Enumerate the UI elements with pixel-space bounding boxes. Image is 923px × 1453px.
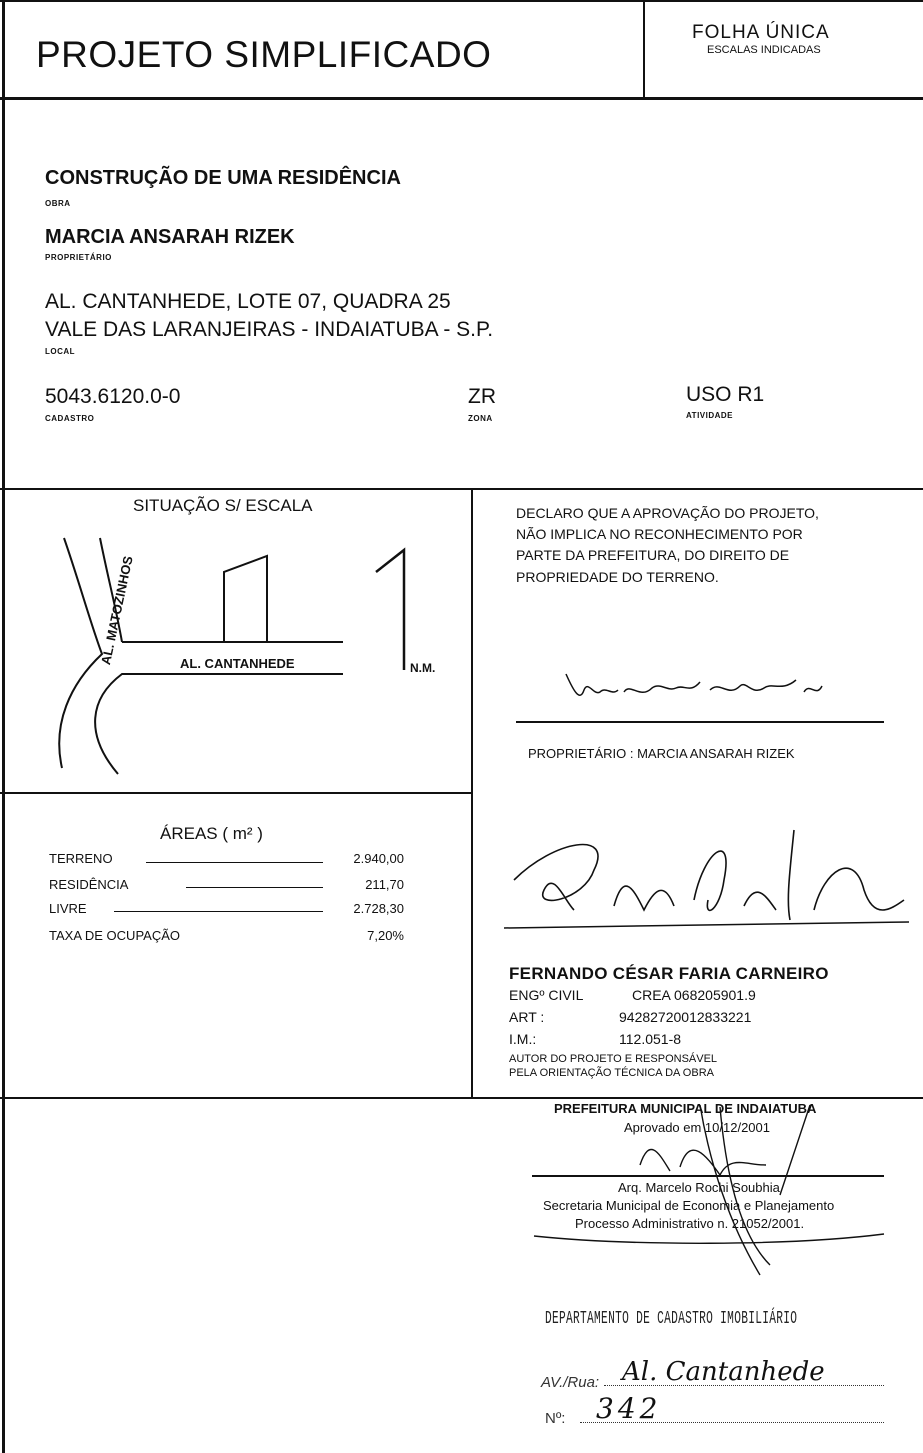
engineer-im-label: I.M.: xyxy=(509,1031,537,1047)
area-leader-residencia xyxy=(186,887,323,888)
scale-label: ESCALAS INDICADAS xyxy=(707,44,821,56)
cadastro-stamp-number-line xyxy=(580,1422,884,1423)
approval-process: Processo Administrativo n. 21052/2001. xyxy=(575,1216,805,1231)
main-street-label: AL. CANTANHEDE xyxy=(180,656,295,671)
cadastro-stamp-number-label: Nº: xyxy=(545,1410,566,1427)
engineer-art-value: 94282720012833221 xyxy=(619,1009,752,1025)
zona-label: ZONA xyxy=(468,414,493,423)
zona-value: ZR xyxy=(468,385,496,408)
cadastro-stamp-title: DEPARTAMENTO DE CADASTRO IMOBILIÁRIO xyxy=(545,1309,798,1329)
page-title: PROJETO SIMPLIFICADO xyxy=(36,34,492,75)
atividade-label: ATIVIDADE xyxy=(686,411,734,420)
engineer-crea: CREA 068205901.9 xyxy=(632,987,756,1003)
area-value-terreno: 2.940,00 xyxy=(353,851,404,866)
engineer-signature xyxy=(494,810,914,940)
declaration-line-4: PROPRIEDADE DO TERRENO. xyxy=(516,569,719,585)
local-line-1: AL. CANTANHEDE, LOTE 07, QUADRA 25 xyxy=(45,290,451,313)
atividade-value: USO R1 xyxy=(686,383,765,406)
declaration-line-2: NÃO IMPLICA NO RECONHECIMENTO POR xyxy=(516,526,803,542)
cadastro-stamp-street-line xyxy=(604,1385,884,1386)
area-label-taxa: TAXA DE OCUPAÇÃO xyxy=(49,928,180,943)
area-label-terreno: TERRENO xyxy=(49,851,113,866)
engineer-name: FERNANDO CÉSAR FARIA CARNEIRO xyxy=(509,964,829,983)
situacao-map xyxy=(0,488,473,788)
area-value-taxa: 7,20% xyxy=(367,928,404,943)
obra-value: CONSTRUÇÃO DE UMA RESIDÊNCIA xyxy=(45,167,401,189)
area-label-residencia: RESIDÊNCIA xyxy=(49,877,129,892)
situacao-title: SITUAÇÃO S/ ESCALA xyxy=(133,496,313,515)
approval-person: Arq. Marcelo Rochi Soubhia xyxy=(618,1180,780,1195)
local-label: LOCAL xyxy=(45,347,76,356)
owner-value: MARCIA ANSARAH RIZEK xyxy=(45,226,295,248)
header-bottom-line xyxy=(0,97,923,100)
cadastro-stamp-number-value: 342 xyxy=(596,1392,662,1425)
cadastro-stamp-street-value: Al. Cantanhede xyxy=(622,1357,825,1387)
sheet-label: FOLHA ÚNICA xyxy=(692,22,830,43)
approval-bracket xyxy=(530,1228,890,1248)
area-label-livre: LIVRE xyxy=(49,901,87,916)
approval-signature-line xyxy=(532,1175,884,1177)
area-value-residencia: 211,70 xyxy=(365,877,404,892)
engineer-title: ENGº CIVIL xyxy=(509,987,584,1003)
approval-date: Aprovado em 10/12/2001 xyxy=(624,1120,770,1135)
local-line-2: VALE DAS LARANJEIRAS - INDAIATUBA - S.P. xyxy=(45,318,494,341)
cadastro-value: 5043.6120.0-0 xyxy=(45,385,181,408)
declaration-line-1: DECLARO QUE A APROVAÇÃO DO PROJETO, xyxy=(516,505,819,521)
lot-outline xyxy=(224,556,267,642)
cadastro-stamp-street-label: AV./Rua: xyxy=(541,1374,600,1391)
area-leader-terreno xyxy=(146,862,323,863)
declaration-line-3: PARTE DA PREFEITURA, DO DIREITO DE xyxy=(516,547,790,563)
north-arrow-icon xyxy=(376,550,404,670)
obra-label: OBRA xyxy=(45,199,71,208)
north-label: N.M. xyxy=(410,661,436,675)
owner-label: PROPRIETÁRIO xyxy=(45,253,112,262)
approval-org: PREFEITURA MUNICIPAL DE INDAIATUBA xyxy=(554,1101,817,1116)
area-leader-livre xyxy=(114,911,323,912)
situacao-bottom-line xyxy=(0,792,473,794)
area-value-livre: 2.728,30 xyxy=(353,901,404,916)
side-street-label: AL. MATOZINHOS xyxy=(98,554,136,667)
engineer-im-value: 112.051-8 xyxy=(619,1031,682,1047)
engineer-art-label: ART : xyxy=(509,1009,545,1025)
top-border xyxy=(0,0,923,2)
areas-title: ÁREAS ( m² ) xyxy=(160,824,263,843)
owner-caption: PROPRIETÁRIO : MARCIA ANSARAH RIZEK xyxy=(528,746,795,761)
engineer-author-line-1: AUTOR DO PROJETO E RESPONSÁVEL xyxy=(509,1053,718,1065)
owner-signature xyxy=(560,662,880,722)
header-divider xyxy=(643,0,645,98)
cadastro-label: CADASTRO xyxy=(45,414,95,423)
engineer-author-line-2: PELA ORIENTAÇÃO TÉCNICA DA OBRA xyxy=(509,1067,714,1079)
owner-signature-line xyxy=(516,721,884,723)
approval-dept: Secretaria Municipal de Economia e Planejamento xyxy=(543,1198,835,1213)
main-street-south-edge xyxy=(95,674,343,774)
